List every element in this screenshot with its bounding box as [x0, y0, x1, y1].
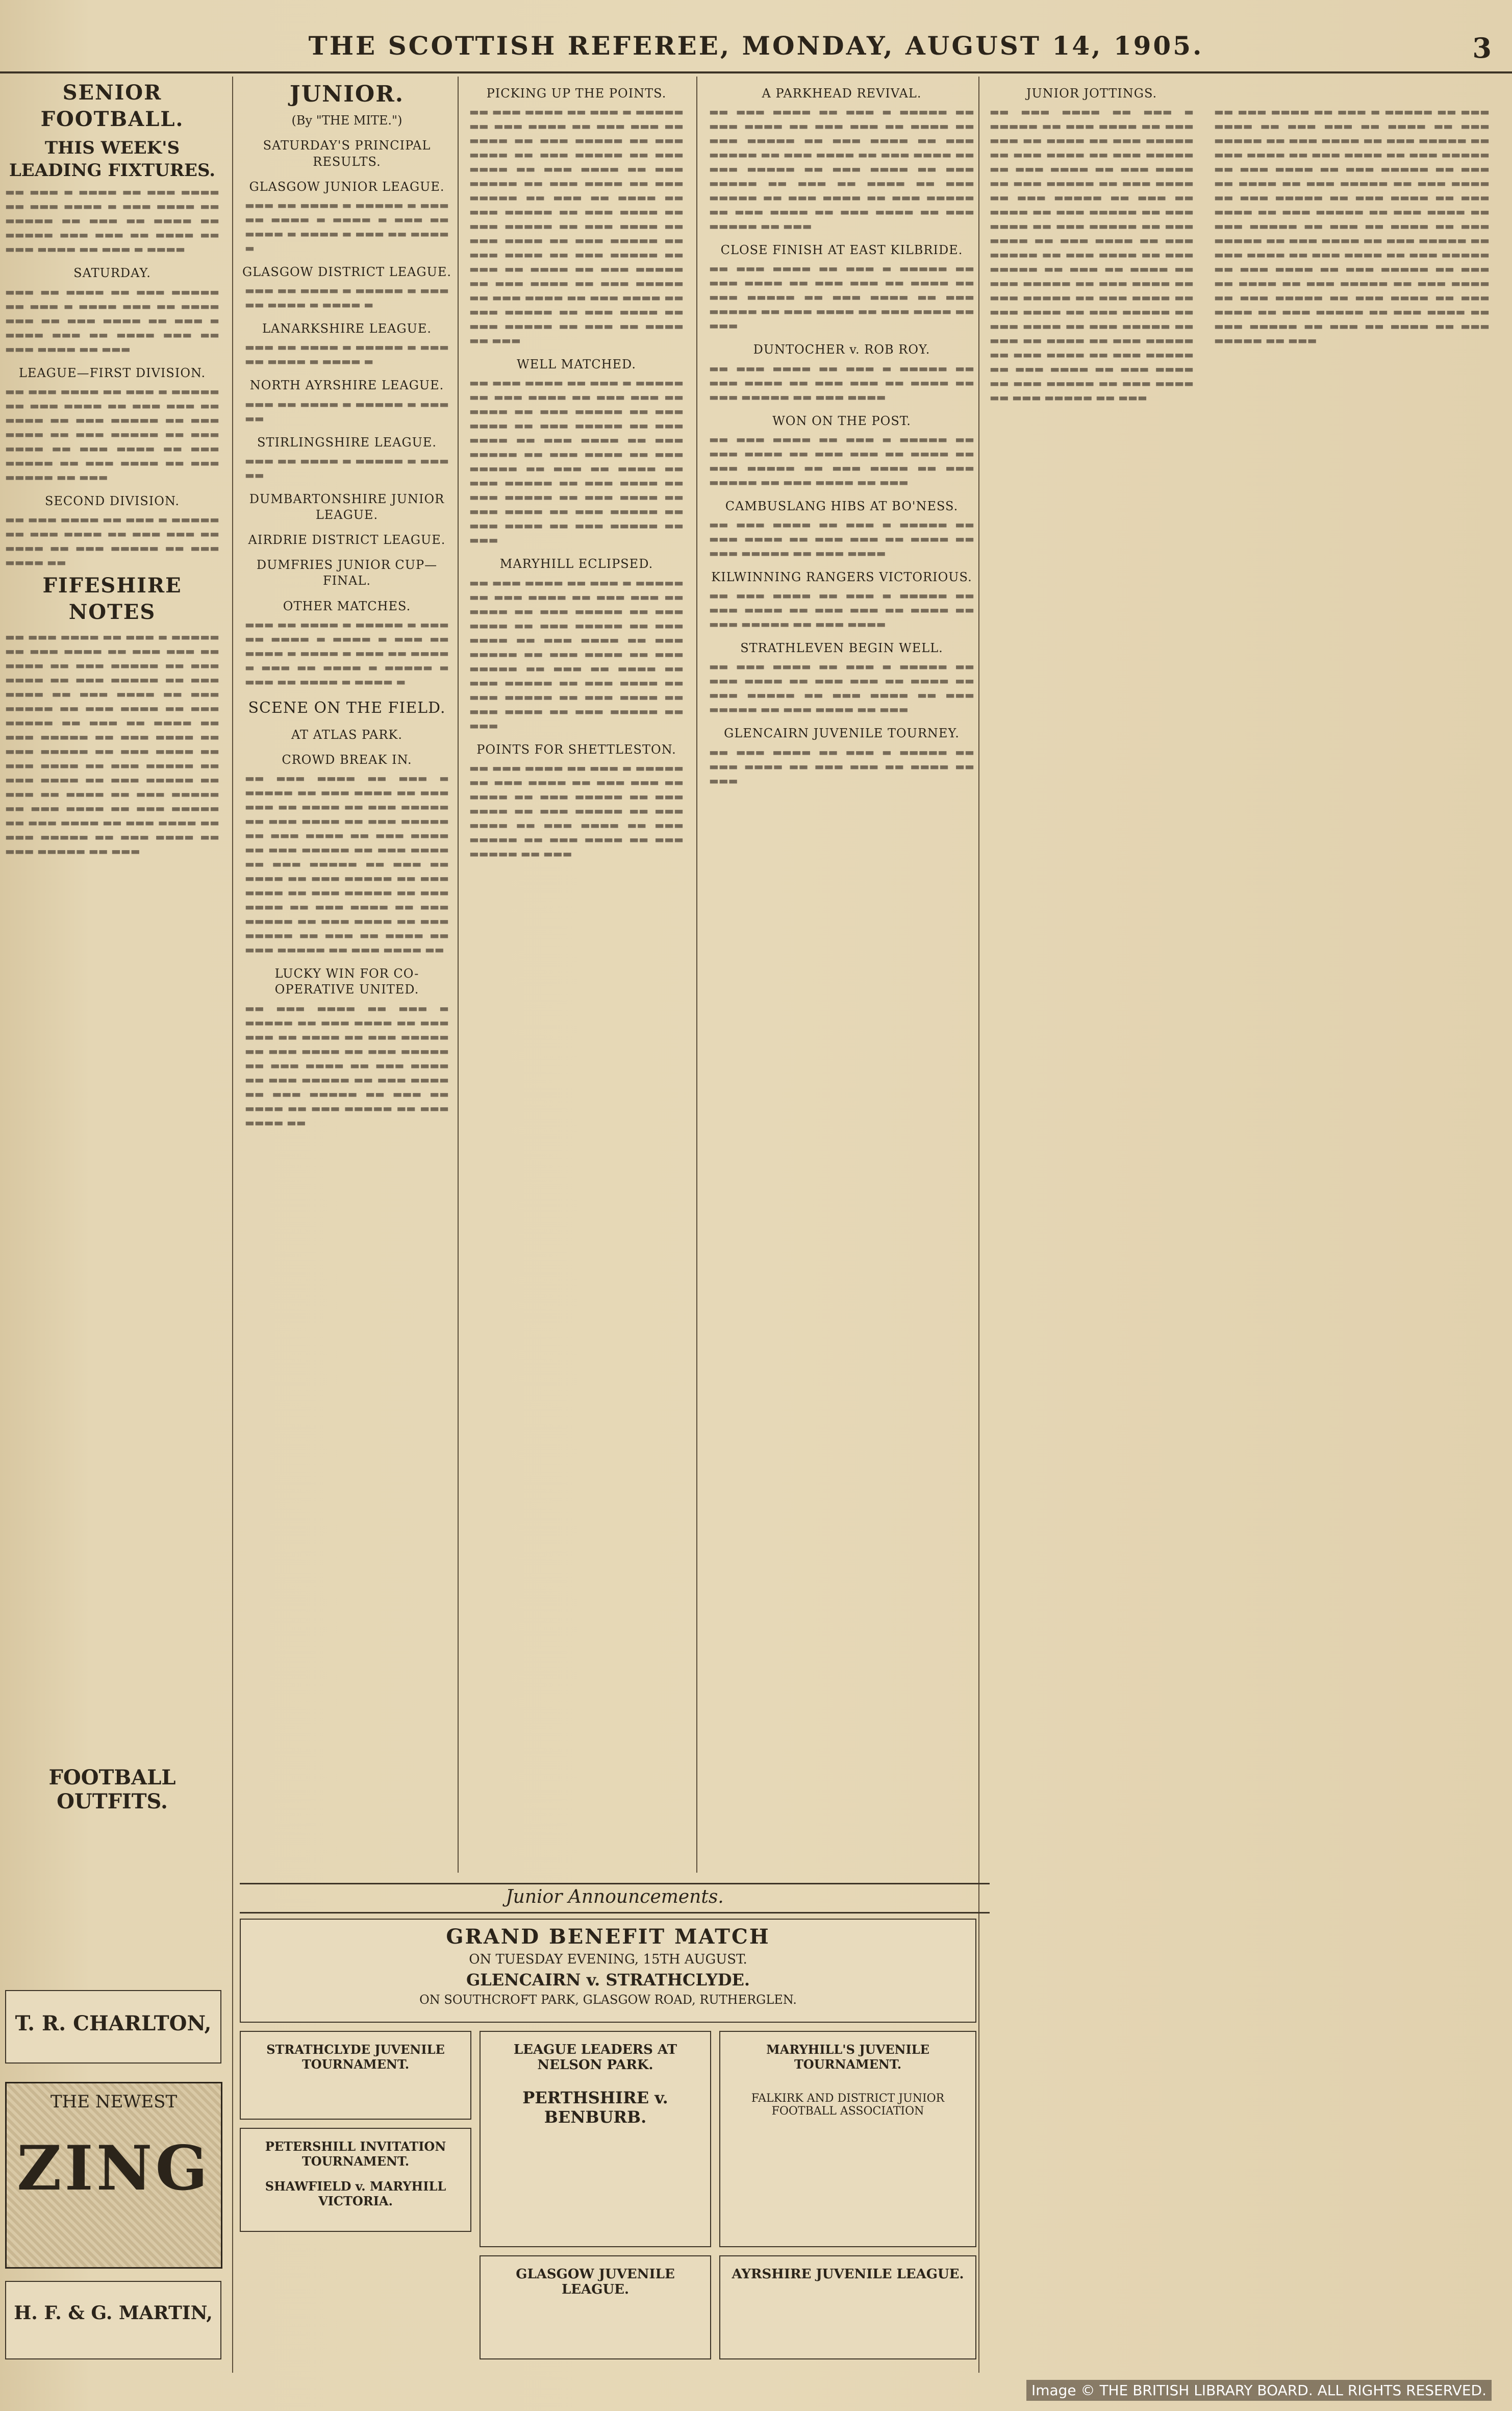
results-text: ▬▬▬ ▬▬ ▬▬▬▬ ▬ ▬▬▬▬▬ ▬ ▬▬▬ ▬▬ ▬▬▬▬ ▬ ▬▬▬▬ ▬ ▬▬▬ ▬▬ ▬▬▬▬ ▬ ▬▬▬▬ ▬ ▬▬▬ ▬▬ ▬▬▬▬ ▬	[245, 198, 449, 254]
airdrie-league-heading: AIRDRIE DISTRICT LEAGUE.	[248, 533, 446, 548]
article-text: ▬▬ ▬▬▬ ▬▬▬▬ ▬▬ ▬▬▬ ▬ ▬▬▬▬▬ ▬▬ ▬▬▬ ▬▬▬▬ ▬▬ ▬▬▬ ▬▬▬ ▬▬ ▬▬▬▬ ▬▬ ▬▬▬ ▬▬▬▬▬ ▬▬ ▬▬▬ ▬▬▬▬ ▬▬ ▬▬▬ ▬▬▬▬▬ ▬▬ ▬▬▬ ▬▬▬▬ ▬▬ ▬▬▬ ▬▬▬▬ ▬▬ ▬▬▬ ▬▬▬▬▬ ▬▬ ▬▬▬ ▬▬▬▬ ▬▬ ▬▬▬ ▬▬▬▬▬ ▬▬ ▬▬▬ ▬▬ ▬▬▬▬ ▬▬ ▬▬▬ ▬▬▬▬▬ ▬▬ ▬▬▬ ▬▬▬▬ ▬▬ ▬▬▬ ▬▬▬▬▬ ▬▬ ▬▬▬ ▬▬▬▬ ▬▬ ▬▬▬ ▬▬▬▬ ▬▬ ▬▬▬ ▬▬▬▬▬ ▬▬ ▬▬▬ ▬▬▬▬ ▬▬ ▬▬▬ ▬▬▬▬▬ ▬▬ ▬▬▬ ▬▬ ▬▬▬▬ ▬▬ ▬▬▬ ▬▬▬▬▬ ▬▬ ▬▬▬ ▬▬▬▬ ▬▬ ▬▬▬ ▬▬▬▬▬ ▬▬ ▬▬▬ ▬▬▬▬ ▬▬ ▬▬▬ ▬▬▬▬ ▬▬ ▬▬▬ ▬▬▬▬▬ ▬▬ ▬▬▬ ▬▬▬▬ ▬▬ ▬▬▬ ▬▬▬▬▬ ▬▬ ▬▬▬	[5, 630, 219, 857]
article-text: ▬▬ ▬▬▬ ▬▬▬▬ ▬▬ ▬▬▬ ▬ ▬▬▬▬▬ ▬▬ ▬▬▬ ▬▬▬▬ ▬▬ ▬▬▬ ▬▬▬ ▬▬ ▬▬▬▬ ▬▬ ▬▬▬ ▬▬▬▬▬ ▬▬ ▬▬▬ ▬▬▬▬ ▬▬ ▬▬▬ ▬▬▬▬▬ ▬▬ ▬▬▬ ▬▬▬▬ ▬▬ ▬▬▬ ▬▬▬▬ ▬▬ ▬▬▬ ▬▬▬▬▬ ▬▬ ▬▬▬ ▬▬▬▬ ▬▬ ▬▬▬ ▬▬▬▬▬ ▬▬ ▬▬▬	[5, 385, 219, 483]
article-text: ▬▬ ▬▬▬ ▬▬▬▬ ▬▬ ▬▬▬ ▬ ▬▬▬▬▬ ▬▬ ▬▬▬ ▬▬▬▬ ▬▬ ▬▬▬ ▬▬▬ ▬▬ ▬▬▬▬ ▬▬ ▬▬▬ ▬▬▬▬▬ ▬▬ ▬▬▬ ▬▬▬▬	[709, 589, 974, 631]
north-ayrshire-league-heading: NORTH AYRSHIRE LEAGUE.	[249, 378, 444, 393]
header-rule	[0, 71, 1512, 73]
zing-ad	[5, 2082, 222, 2269]
benefit-match-ad	[240, 1919, 976, 2023]
image-credit: Image © THE BRITISH LIBRARY BOARD. ALL RIGHTS RESERVED.	[1026, 2380, 1492, 2401]
junior-announcements-banner: Junior Announcements.	[240, 1883, 990, 1913]
dumbartonshire-league-heading: DUMBARTONSHIRE JUNIOR LEAGUE.	[249, 491, 445, 522]
scene-on-field-heading: SCENE ON THE FIELD.	[248, 699, 446, 717]
article-text: ▬▬ ▬▬▬ ▬▬▬▬ ▬▬ ▬▬▬ ▬ ▬▬▬▬▬ ▬▬ ▬▬▬ ▬▬▬▬ ▬▬ ▬▬▬ ▬▬▬ ▬▬ ▬▬▬▬ ▬▬ ▬▬▬ ▬▬▬▬▬ ▬▬ ▬▬▬ ▬▬▬▬ ▬▬ ▬▬▬ ▬▬▬▬▬ ▬▬ ▬▬▬ ▬▬▬▬ ▬▬ ▬▬▬	[709, 433, 974, 488]
fifeshire-notes-heading: FIFESHIRE NOTES	[42, 573, 182, 624]
article-text: ▬▬ ▬▬▬ ▬▬▬▬ ▬▬ ▬▬▬ ▬ ▬▬▬▬▬ ▬▬ ▬▬▬ ▬▬▬▬ ▬▬ ▬▬▬ ▬▬▬ ▬▬ ▬▬▬▬ ▬▬ ▬▬▬ ▬▬▬▬▬ ▬▬ ▬▬▬ ▬▬▬▬ ▬▬ ▬▬▬ ▬▬▬▬▬ ▬▬ ▬▬▬ ▬▬▬▬ ▬▬ ▬▬▬ ▬▬▬▬ ▬▬ ▬▬▬ ▬▬▬▬▬ ▬▬ ▬▬▬ ▬▬▬▬ ▬▬ ▬▬▬ ▬▬▬▬▬ ▬▬ ▬▬▬	[469, 761, 684, 860]
article-text: ▬▬ ▬▬▬ ▬ ▬▬▬▬ ▬▬ ▬▬▬ ▬▬▬▬ ▬▬ ▬▬▬ ▬▬▬▬ ▬ ▬▬▬ ▬▬▬▬ ▬▬ ▬▬▬▬▬ ▬▬ ▬▬▬ ▬▬ ▬▬▬▬ ▬▬ ▬▬▬▬▬ ▬▬▬ ▬▬▬ ▬▬ ▬▬▬▬ ▬▬ ▬▬▬ ▬▬▬▬ ▬▬ ▬▬▬ ▬ ▬▬▬▬	[5, 186, 219, 256]
close-finish-heading: CLOSE FINISH AT EAST KILBRIDE.	[720, 243, 963, 258]
article-text: ▬▬ ▬▬▬ ▬▬▬▬ ▬▬ ▬▬▬ ▬ ▬▬▬▬▬ ▬▬ ▬▬▬ ▬▬▬▬ ▬▬ ▬▬▬ ▬▬▬ ▬▬ ▬▬▬▬ ▬▬ ▬▬▬ ▬▬▬▬▬ ▬▬ ▬▬▬ ▬▬▬▬ ▬▬ ▬▬▬ ▬▬▬▬▬ ▬▬ ▬▬▬ ▬▬▬▬ ▬▬ ▬▬▬	[709, 660, 974, 716]
ayrshire-juvenile-league-title: AYRSHIRE JUVENILE LEAGUE.	[732, 2267, 964, 2282]
junior-heading: JUNIOR.	[289, 81, 405, 107]
benefit-match-title: GRAND BENEFIT MATCH	[446, 1925, 770, 1949]
glasgow-juvenile-league-ad	[480, 2255, 711, 2359]
glencairn-tourney-heading: GLENCAIRN JUVENILE TOURNEY.	[724, 726, 960, 741]
article-text: ▬▬ ▬▬▬ ▬▬▬▬ ▬▬ ▬▬▬ ▬ ▬▬▬▬▬ ▬▬ ▬▬▬ ▬▬▬▬ ▬▬ ▬▬▬ ▬▬▬ ▬▬ ▬▬▬▬ ▬▬ ▬▬▬ ▬▬▬▬▬ ▬▬ ▬▬▬ ▬▬▬▬ ▬▬ ▬▬▬ ▬▬▬▬▬ ▬▬ ▬▬▬ ▬▬▬▬ ▬▬ ▬▬▬ ▬▬▬▬ ▬▬ ▬▬▬ ▬▬▬▬▬ ▬▬ ▬▬▬ ▬▬▬▬ ▬▬ ▬▬▬ ▬▬▬▬▬ ▬▬ ▬▬▬ ▬▬ ▬▬▬▬ ▬▬ ▬▬▬ ▬▬▬▬▬ ▬▬ ▬▬▬ ▬▬▬▬ ▬▬ ▬▬▬ ▬▬▬▬▬ ▬▬ ▬▬▬ ▬▬▬▬ ▬▬ ▬▬▬ ▬▬▬▬ ▬▬ ▬▬▬ ▬▬▬▬▬ ▬▬ ▬▬▬ ▬▬▬▬ ▬▬ ▬▬▬ ▬▬▬▬▬ ▬▬ ▬▬▬ ▬▬ ▬▬▬▬ ▬▬ ▬▬▬ ▬▬▬▬▬ ▬▬ ▬▬▬ ▬▬▬▬ ▬▬ ▬▬▬ ▬▬▬▬▬ ▬▬ ▬▬▬ ▬▬▬▬ ▬▬ ▬▬▬ ▬▬▬▬ ▬▬ ▬▬▬ ▬▬▬▬▬ ▬▬ ▬▬▬ ▬▬▬▬ ▬▬ ▬▬▬ ▬▬▬▬▬ ▬▬ ▬▬▬ ▬▬ ▬▬▬▬ ▬▬ ▬▬▬ ▬▬▬▬▬ ▬▬ ▬▬▬ ▬▬▬▬ ▬▬ ▬▬▬ ▬▬▬▬▬ ▬▬ ▬▬▬ ▬▬▬▬ ▬▬ ▬▬▬ ▬▬▬▬ ▬▬ ▬▬▬ ▬▬▬▬▬ ▬▬ ▬▬▬ ▬▬▬▬ ▬▬ ▬▬▬ ▬▬▬▬▬ ▬▬ ▬▬▬ ▬▬ ▬▬▬▬ ▬▬ ▬▬▬ ▬▬▬▬▬ ▬▬ ▬▬▬	[1214, 106, 1490, 347]
junior-byline: (By "THE MITE.")	[291, 113, 402, 128]
charlton-name: T. R. CHARLTON,	[15, 2011, 212, 2035]
atlas-park-heading: AT ATLAS PARK.	[291, 727, 402, 742]
kilwinning-heading: KILWINNING RANGERS VICTORIOUS.	[711, 569, 972, 584]
points-column	[464, 77, 689, 1913]
points-shettleston-heading: POINTS FOR SHETTLESTON.	[476, 742, 676, 757]
page-title: THE SCOTTISH REFEREE, MONDAY, AUGUST 14, 1905.	[308, 31, 1204, 61]
column-divider	[458, 77, 459, 1873]
fixtures-heading: THIS WEEK'S LEADING FIXTURES.	[9, 138, 216, 181]
martin-ad	[5, 2281, 221, 2359]
strathclyde-tournament-title: STRATHCLYDE JUVENILE TOURNAMENT.	[266, 2042, 445, 2072]
junior-jots-heading: JUNIOR JOTTINGS.	[1026, 86, 1157, 101]
column-divider	[696, 77, 697, 1873]
parkhead-revival-heading: A PARKHEAD REVIVAL.	[762, 86, 922, 101]
article-text: ▬▬ ▬▬▬ ▬▬▬▬ ▬▬ ▬▬▬ ▬ ▬▬▬▬▬ ▬▬ ▬▬▬ ▬▬▬▬ ▬▬ ▬▬▬ ▬▬▬ ▬▬ ▬▬▬▬ ▬▬ ▬▬▬ ▬▬▬▬▬ ▬▬ ▬▬▬ ▬▬▬▬ ▬▬ ▬▬▬ ▬▬▬▬▬ ▬▬ ▬▬▬ ▬▬▬▬ ▬▬ ▬▬▬ ▬▬▬▬ ▬▬ ▬▬▬ ▬▬▬▬▬ ▬▬ ▬▬▬ ▬▬▬▬ ▬▬ ▬▬▬ ▬▬▬▬▬ ▬▬ ▬▬▬ ▬▬ ▬▬▬▬ ▬▬ ▬▬▬ ▬▬▬▬▬ ▬▬ ▬▬▬ ▬▬▬▬ ▬▬ ▬▬▬ ▬▬▬▬▬ ▬▬ ▬▬▬ ▬▬▬▬ ▬▬ ▬▬▬ ▬▬▬▬ ▬▬ ▬▬▬ ▬▬▬▬▬ ▬▬ ▬▬▬ ▬▬▬▬ ▬▬ ▬▬▬ ▬▬▬▬▬ ▬▬ ▬▬▬ ▬▬ ▬▬▬▬ ▬▬ ▬▬▬ ▬▬▬▬▬ ▬▬ ▬▬▬ ▬▬▬▬ ▬▬ ▬▬▬ ▬▬▬▬▬ ▬▬ ▬▬▬ ▬▬▬▬ ▬▬ ▬▬▬ ▬▬▬▬ ▬▬ ▬▬▬ ▬▬▬▬▬ ▬▬ ▬▬▬ ▬▬▬▬ ▬▬ ▬▬▬ ▬▬▬▬▬ ▬▬ ▬▬▬ ▬▬ ▬▬▬▬ ▬▬ ▬▬▬ ▬▬▬▬▬ ▬▬ ▬▬▬ ▬▬▬▬ ▬▬ ▬▬▬ ▬▬▬▬▬ ▬▬ ▬▬▬ ▬▬▬▬ ▬▬ ▬▬▬ ▬▬▬▬ ▬▬ ▬▬▬ ▬▬▬▬▬ ▬▬ ▬▬▬ ▬▬▬▬ ▬▬ ▬▬▬ ▬▬▬▬▬ ▬▬ ▬▬▬	[990, 106, 1194, 404]
article-text: ▬▬ ▬▬▬ ▬▬▬▬ ▬▬ ▬▬▬ ▬ ▬▬▬▬▬ ▬▬ ▬▬▬ ▬▬▬▬ ▬▬ ▬▬▬ ▬▬▬ ▬▬ ▬▬▬▬ ▬▬ ▬▬▬ ▬▬▬▬▬ ▬▬ ▬▬▬ ▬▬▬▬ ▬▬ ▬▬▬ ▬▬▬▬▬ ▬▬ ▬▬▬ ▬▬▬▬ ▬▬ ▬▬▬ ▬▬▬▬ ▬▬ ▬▬▬	[709, 262, 974, 332]
results-heading: SATURDAY'S PRINCIPAL RESULTS.	[263, 138, 431, 169]
glasgow-junior-league-heading: GLASGOW JUNIOR LEAGUE.	[249, 179, 445, 194]
maryhill-tournament-title: MARYHILL'S JUVENILE TOURNAMENT.	[766, 2042, 929, 2072]
maryhill-eclipsed-heading: MARYHILL ECLIPSED.	[499, 557, 653, 571]
second-division-heading: SECOND DIVISION.	[44, 493, 180, 508]
article-text: ▬▬ ▬▬▬ ▬▬▬▬ ▬▬ ▬▬▬ ▬ ▬▬▬▬▬ ▬▬ ▬▬▬ ▬▬▬▬ ▬▬ ▬▬▬ ▬▬▬ ▬▬ ▬▬▬▬ ▬▬ ▬▬▬ ▬▬▬▬▬ ▬▬ ▬▬▬ ▬▬▬▬	[709, 518, 974, 559]
article-text: ▬▬▬ ▬▬ ▬▬▬▬ ▬▬ ▬▬▬ ▬▬▬▬▬ ▬▬ ▬▬▬ ▬ ▬▬▬▬ ▬▬▬ ▬▬ ▬▬▬▬ ▬▬▬ ▬▬ ▬▬▬ ▬▬▬▬ ▬▬ ▬▬▬ ▬ ▬▬▬▬ ▬▬▬ ▬▬ ▬▬▬▬ ▬▬▬ ▬▬ ▬▬▬ ▬▬▬▬ ▬▬ ▬▬▬	[5, 285, 219, 355]
benefit-match-teams: GLENCAIRN v. STRATHCLYDE.	[466, 1970, 750, 1990]
results-text: ▬▬▬ ▬▬ ▬▬▬▬ ▬ ▬▬▬▬▬ ▬ ▬▬▬ ▬▬ ▬▬▬▬ ▬ ▬▬▬▬ ▬ ▬▬▬ ▬▬ ▬▬▬▬ ▬ ▬▬▬▬ ▬ ▬▬▬ ▬▬ ▬▬▬▬ ▬ ▬▬▬ ▬▬ ▬▬▬▬ ▬ ▬▬▬▬▬ ▬ ▬▬▬ ▬▬ ▬▬▬▬ ▬ ▬▬▬▬ ▬	[245, 618, 449, 688]
league-leaders-teams: PERTHSHIRE v. BENBURB.	[522, 2088, 668, 2127]
column-divider	[232, 77, 233, 2373]
maryhill-tournament-ad	[719, 2031, 976, 2247]
benefit-match-date: ON TUESDAY EVENING, 15TH AUGUST.	[469, 1952, 747, 1967]
league-leaders-ad	[480, 2031, 711, 2247]
zing-logo: ZING	[17, 2132, 211, 2204]
article-text: ▬▬ ▬▬▬ ▬▬▬▬ ▬▬ ▬▬▬ ▬ ▬▬▬▬▬ ▬▬ ▬▬▬ ▬▬▬▬ ▬▬ ▬▬▬ ▬▬▬ ▬▬ ▬▬▬▬ ▬▬ ▬▬▬	[709, 745, 974, 787]
lanarkshire-league-heading: LANARKSHIRE LEAGUE.	[262, 321, 432, 336]
league-leaders-title: LEAGUE LEADERS AT NELSON PARK.	[513, 2042, 677, 2073]
first-division-heading: LEAGUE—FIRST DIVISION.	[18, 365, 206, 380]
article-text: ▬▬ ▬▬▬ ▬▬▬▬ ▬▬ ▬▬▬ ▬ ▬▬▬▬▬ ▬▬ ▬▬▬ ▬▬▬▬ ▬▬ ▬▬▬ ▬▬▬ ▬▬ ▬▬▬▬ ▬▬ ▬▬▬ ▬▬▬▬▬ ▬▬ ▬▬▬ ▬▬▬▬ ▬▬ ▬▬▬ ▬▬▬▬▬ ▬▬ ▬▬▬ ▬▬▬▬ ▬▬ ▬▬▬ ▬▬▬▬ ▬▬ ▬▬▬ ▬▬▬▬▬ ▬▬ ▬▬▬ ▬▬▬▬ ▬▬ ▬▬▬ ▬▬▬▬▬ ▬▬ ▬▬▬ ▬▬ ▬▬▬▬ ▬▬ ▬▬▬ ▬▬▬▬▬ ▬▬ ▬▬▬ ▬▬▬▬ ▬▬	[245, 1002, 449, 1129]
parkhead-column	[704, 77, 979, 1913]
stirlingshire-league-heading: STIRLINGSHIRE LEAGUE.	[257, 435, 437, 450]
saturday-heading: SATURDAY.	[73, 266, 151, 281]
article-text: ▬▬ ▬▬▬ ▬▬▬▬ ▬▬ ▬▬▬ ▬ ▬▬▬▬▬ ▬▬ ▬▬▬ ▬▬▬▬ ▬▬ ▬▬▬ ▬▬▬ ▬▬ ▬▬▬▬ ▬▬ ▬▬▬ ▬▬▬▬▬ ▬▬ ▬▬▬ ▬▬▬▬ ▬▬	[5, 513, 219, 568]
results-text: ▬▬▬ ▬▬ ▬▬▬▬ ▬ ▬▬▬▬▬ ▬ ▬▬▬ ▬▬	[245, 397, 449, 425]
crowd-break-in-heading: CROWD BREAK IN.	[282, 753, 412, 767]
benefit-match-venue: ON SOUTHCROFT PARK, GLASGOW ROAD, RUTHERGLEN.	[419, 1993, 797, 2007]
dumfries-cup-heading: DUMFRIES JUNIOR CUP—FINAL.	[256, 558, 438, 588]
strathclyde-tournament-ad	[240, 2031, 471, 2120]
cambuslang-heading: CAMBUSLANG HIBS AT BO'NESS.	[725, 499, 959, 513]
page-number: 3	[1472, 32, 1492, 64]
zing-tagline: THE NEWEST	[50, 2092, 178, 2112]
petershill-tournament-title: PETERSHILL INVITATION TOURNAMENT.	[265, 2139, 446, 2169]
falkirk-association-title: FALKIRK AND DISTRICT JUNIOR FOOTBALL ASSOCIATION	[751, 2092, 945, 2118]
glasgow-juvenile-league-title: GLASGOW JUVENILE LEAGUE.	[516, 2267, 675, 2297]
duntocher-heading: DUNTOCHER v. ROB ROY.	[753, 342, 930, 357]
picking-up-points-heading: PICKING UP THE POINTS.	[486, 86, 667, 101]
results-text: ▬▬▬ ▬▬ ▬▬▬▬ ▬ ▬▬▬▬▬ ▬ ▬▬▬ ▬▬ ▬▬▬▬ ▬ ▬▬▬▬ ▬	[245, 341, 449, 368]
strathleven-heading: STRATHLEVEN BEGIN WELL.	[740, 641, 943, 656]
junior-jots-column	[985, 77, 1495, 2363]
results-text: ▬▬▬ ▬▬ ▬▬▬▬ ▬ ▬▬▬▬▬ ▬ ▬▬▬ ▬▬	[245, 454, 449, 481]
charlton-ad	[5, 1990, 221, 2064]
announcement-boxes	[240, 1919, 990, 2368]
well-matched-heading: WELL MATCHED.	[516, 357, 637, 372]
glasgow-district-league-heading: GLASGOW DISTRICT LEAGUE.	[242, 264, 452, 279]
football-outfits-ad-title: FOOTBALL OUTFITS.	[48, 1766, 176, 1813]
article-text: ▬▬ ▬▬▬ ▬▬▬▬ ▬▬ ▬▬▬ ▬ ▬▬▬▬▬ ▬▬ ▬▬▬ ▬▬▬▬ ▬▬ ▬▬▬ ▬▬▬ ▬▬ ▬▬▬▬ ▬▬ ▬▬▬ ▬▬▬▬▬ ▬▬ ▬▬▬ ▬▬▬▬ ▬▬ ▬▬▬ ▬▬▬▬▬ ▬▬ ▬▬▬ ▬▬▬▬ ▬▬ ▬▬▬ ▬▬▬▬ ▬▬ ▬▬▬ ▬▬▬▬▬ ▬▬ ▬▬▬ ▬▬▬▬ ▬▬ ▬▬▬ ▬▬▬▬▬ ▬▬ ▬▬▬ ▬▬ ▬▬▬▬ ▬▬ ▬▬▬ ▬▬▬▬▬ ▬▬ ▬▬▬ ▬▬▬▬ ▬▬ ▬▬▬ ▬▬▬▬▬ ▬▬ ▬▬▬ ▬▬▬▬ ▬▬ ▬▬▬ ▬▬▬▬ ▬▬ ▬▬▬ ▬▬▬▬▬ ▬▬ ▬▬▬	[469, 576, 684, 732]
article-text: ▬▬ ▬▬▬ ▬▬▬▬ ▬▬ ▬▬▬ ▬ ▬▬▬▬▬ ▬▬ ▬▬▬ ▬▬▬▬ ▬▬ ▬▬▬ ▬▬▬ ▬▬ ▬▬▬▬ ▬▬ ▬▬▬ ▬▬▬▬▬ ▬▬ ▬▬▬ ▬▬▬▬ ▬▬ ▬▬▬ ▬▬▬▬▬ ▬▬ ▬▬▬ ▬▬▬▬ ▬▬ ▬▬▬ ▬▬▬▬ ▬▬ ▬▬▬ ▬▬▬▬▬ ▬▬ ▬▬▬ ▬▬▬▬ ▬▬ ▬▬▬ ▬▬▬▬▬ ▬▬ ▬▬▬ ▬▬ ▬▬▬▬ ▬▬ ▬▬▬ ▬▬▬▬▬ ▬▬ ▬▬▬ ▬▬▬▬ ▬▬ ▬▬▬ ▬▬▬▬▬ ▬▬ ▬▬▬ ▬▬▬▬ ▬▬ ▬▬▬ ▬▬▬▬ ▬▬ ▬▬▬ ▬▬▬▬▬ ▬▬ ▬▬▬ ▬▬▬▬ ▬▬ ▬▬▬ ▬▬▬▬▬ ▬▬ ▬▬▬	[469, 377, 684, 546]
petershill-teams: SHAWFIELD v. MARYHILL VICTORIA.	[265, 2179, 446, 2208]
article-text: ▬▬ ▬▬▬ ▬▬▬▬ ▬▬ ▬▬▬ ▬ ▬▬▬▬▬ ▬▬ ▬▬▬ ▬▬▬▬ ▬▬ ▬▬▬ ▬▬▬ ▬▬ ▬▬▬▬ ▬▬ ▬▬▬ ▬▬▬▬▬ ▬▬ ▬▬▬ ▬▬▬▬ ▬▬ ▬▬▬ ▬▬▬▬▬ ▬▬ ▬▬▬ ▬▬▬▬ ▬▬ ▬▬▬ ▬▬▬▬ ▬▬ ▬▬▬ ▬▬▬▬▬ ▬▬ ▬▬▬ ▬▬▬▬ ▬▬ ▬▬▬ ▬▬▬▬▬ ▬▬ ▬▬▬ ▬▬ ▬▬▬▬ ▬▬ ▬▬▬ ▬▬▬▬▬ ▬▬ ▬▬▬ ▬▬▬▬ ▬▬ ▬▬▬ ▬▬▬▬▬ ▬▬ ▬▬▬ ▬▬▬▬ ▬▬ ▬▬▬ ▬▬▬▬ ▬▬ ▬▬▬ ▬▬▬▬▬ ▬▬ ▬▬▬	[709, 106, 974, 233]
article-text: ▬▬ ▬▬▬ ▬▬▬▬ ▬▬ ▬▬▬ ▬ ▬▬▬▬▬ ▬▬ ▬▬▬ ▬▬▬▬ ▬▬ ▬▬▬ ▬▬▬ ▬▬ ▬▬▬▬ ▬▬ ▬▬▬ ▬▬▬▬▬ ▬▬ ▬▬▬ ▬▬▬▬ ▬▬ ▬▬▬ ▬▬▬▬▬ ▬▬ ▬▬▬ ▬▬▬▬ ▬▬ ▬▬▬ ▬▬▬▬ ▬▬ ▬▬▬ ▬▬▬▬▬ ▬▬ ▬▬▬ ▬▬▬▬ ▬▬ ▬▬▬ ▬▬▬▬▬ ▬▬ ▬▬▬ ▬▬ ▬▬▬▬ ▬▬ ▬▬▬ ▬▬▬▬▬ ▬▬ ▬▬▬ ▬▬▬▬ ▬▬ ▬▬▬ ▬▬▬▬▬ ▬▬ ▬▬▬ ▬▬▬▬ ▬▬ ▬▬▬ ▬▬▬▬ ▬▬ ▬▬▬ ▬▬▬▬▬ ▬▬ ▬▬▬ ▬▬▬▬ ▬▬ ▬▬▬ ▬▬▬▬▬ ▬▬ ▬▬▬ ▬▬ ▬▬▬▬ ▬▬ ▬▬▬ ▬▬▬▬▬ ▬▬ ▬▬▬ ▬▬▬▬ ▬▬	[245, 772, 449, 956]
article-text: ▬▬ ▬▬▬ ▬▬▬▬ ▬▬ ▬▬▬ ▬ ▬▬▬▬▬ ▬▬ ▬▬▬ ▬▬▬▬ ▬▬ ▬▬▬ ▬▬▬ ▬▬ ▬▬▬▬ ▬▬ ▬▬▬ ▬▬▬▬▬ ▬▬ ▬▬▬ ▬▬▬▬ ▬▬ ▬▬▬ ▬▬▬▬▬ ▬▬ ▬▬▬ ▬▬▬▬ ▬▬ ▬▬▬ ▬▬▬▬ ▬▬ ▬▬▬ ▬▬▬▬▬ ▬▬ ▬▬▬ ▬▬▬▬ ▬▬ ▬▬▬ ▬▬▬▬▬ ▬▬ ▬▬▬ ▬▬ ▬▬▬▬ ▬▬ ▬▬▬ ▬▬▬▬▬ ▬▬ ▬▬▬ ▬▬▬▬ ▬▬ ▬▬▬ ▬▬▬▬▬ ▬▬ ▬▬▬ ▬▬▬▬ ▬▬ ▬▬▬ ▬▬▬▬ ▬▬ ▬▬▬ ▬▬▬▬▬ ▬▬ ▬▬▬ ▬▬▬▬ ▬▬ ▬▬▬ ▬▬▬▬▬ ▬▬ ▬▬▬ ▬▬ ▬▬▬▬ ▬▬ ▬▬▬ ▬▬▬▬▬ ▬▬ ▬▬▬ ▬▬▬▬ ▬▬ ▬▬▬ ▬▬▬▬▬ ▬▬ ▬▬▬ ▬▬▬▬ ▬▬ ▬▬▬ ▬▬▬▬ ▬▬ ▬▬▬ ▬▬▬▬▬ ▬▬ ▬▬▬ ▬▬▬▬ ▬▬ ▬▬▬ ▬▬▬▬▬ ▬▬ ▬▬▬ ▬▬ ▬▬▬▬ ▬▬ ▬▬▬	[469, 106, 684, 347]
article-text: ▬▬ ▬▬▬ ▬▬▬▬ ▬▬ ▬▬▬ ▬ ▬▬▬▬▬ ▬▬ ▬▬▬ ▬▬▬▬ ▬▬ ▬▬▬ ▬▬▬ ▬▬ ▬▬▬▬ ▬▬ ▬▬▬ ▬▬▬▬▬ ▬▬ ▬▬▬ ▬▬▬▬	[709, 362, 974, 403]
other-matches-heading: OTHER MATCHES.	[283, 599, 411, 613]
results-text: ▬▬▬ ▬▬ ▬▬▬▬ ▬ ▬▬▬▬▬ ▬ ▬▬▬ ▬▬ ▬▬▬▬ ▬ ▬▬▬▬ ▬	[245, 284, 449, 311]
won-on-post-heading: WON ON THE POST.	[772, 413, 911, 428]
lucky-win-heading: LUCKY WIN FOR CO-OPERATIVE UNITED.	[274, 966, 419, 997]
junior-column	[240, 77, 454, 1913]
petershill-tournament-ad	[240, 2128, 471, 2232]
senior-football-heading: SENIOR FOOTBALL.	[40, 81, 184, 131]
martin-name: H. F. & G. MARTIN,	[14, 2302, 213, 2324]
ayrshire-juvenile-league-ad	[719, 2255, 976, 2359]
